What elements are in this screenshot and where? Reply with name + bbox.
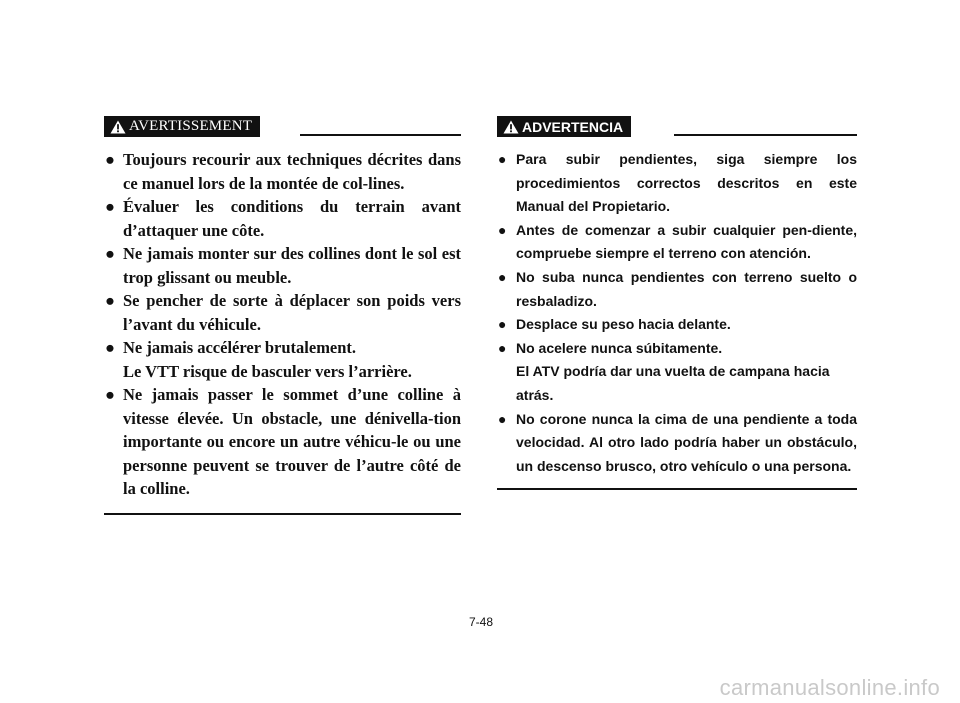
bullet-icon: ●: [498, 316, 507, 333]
spanish-warning-section: [497, 116, 857, 490]
bottom-rule: [104, 513, 461, 515]
warning-item-text: No corone nunca la cima de una pendiente a toda velocidad. Al otro lado podría haber un obstáculo, un descenso brusco, otro vehículo o una persona.: [516, 410, 857, 474]
warning-triangle-icon: [110, 120, 126, 134]
warning-item-text: Évaluer les conditions du terrain avant d’attaquer une côte.: [123, 197, 461, 240]
page-number: 7-48: [468, 615, 494, 629]
warning-item-text: Ne jamais passer le sommet d’une colline à vitesse élevée. Un obstacle, une dénivella-tion importante ou encore un autre véhicu-le ou une personne peuvent se trouver de l’autre côté de la colline.: [123, 385, 461, 498]
warning-item: [497, 219, 857, 266]
french-warning-header: [104, 116, 461, 140]
bullet-icon: ●: [498, 221, 507, 238]
warning-item-text: Se pencher de sorte à déplacer son poids vers l’avant du véhicule.: [123, 291, 461, 334]
bullet-icon: ●: [105, 150, 115, 169]
bottom-rule: [497, 488, 857, 490]
warning-item-text: Toujours recourir aux techniques décrites dans ce manuel lors de la montée de col-lines.: [123, 150, 461, 193]
warning-item: [497, 313, 857, 337]
warning-item-text: Ne jamais monter sur des collines dont le sol est trop glissant ou meuble.: [123, 244, 461, 287]
header-rule: [300, 134, 461, 136]
warning-item-text: No suba nunca pendientes con terreno suelto o resbaladizo.: [516, 268, 857, 309]
french-warning-badge: [104, 116, 260, 137]
spanish-warning-header: [497, 116, 857, 140]
bullet-icon: ●: [105, 385, 115, 404]
warning-item-text: Antes de comenzar a subir cualquier pen-diente, compruebe siempre el terreno con atención.: [516, 221, 857, 262]
warning-item: [497, 337, 857, 408]
spanish-warning-title: ADVERTENCIA: [522, 118, 624, 135]
french-warning-title: AVERTISSEMENT: [129, 118, 253, 134]
warning-item-text: Para subir pendientes, siga siempre los procedimientos correctos descritos en este Manual del Propietario.: [516, 151, 857, 215]
bullet-icon: ●: [498, 151, 507, 167]
warning-triangle-icon: [503, 120, 519, 134]
bullet-icon: ●: [105, 338, 115, 357]
warning-item: [497, 408, 857, 479]
warning-item-text: No acelere nunca súbitamente.: [516, 339, 723, 356]
warning-item-text: Desplace su peso hacia delante.: [516, 316, 731, 333]
warning-item: [104, 289, 461, 336]
bullet-icon: ●: [498, 410, 507, 427]
french-warning-section: [104, 116, 461, 515]
warning-item: [497, 266, 857, 313]
bullet-icon: ●: [498, 339, 507, 356]
warning-item: [104, 383, 461, 501]
spanish-warning-list: [497, 148, 857, 478]
warning-item: [104, 242, 461, 289]
warning-item: [104, 195, 461, 242]
warning-item-text: Ne jamais accélérer brutalement.: [123, 338, 357, 357]
watermark: carmanualsonline.info: [719, 675, 940, 700]
bullet-icon: ●: [105, 197, 115, 216]
bullet-icon: ●: [105, 244, 115, 263]
spanish-warning-badge: [497, 116, 631, 137]
header-rule: [674, 134, 857, 136]
warning-item: [497, 148, 857, 219]
warning-item-subtext: Le VTT risque de basculer vers l’arrière.: [123, 361, 412, 381]
french-warning-list: [104, 148, 461, 501]
warning-item: [104, 148, 461, 195]
bullet-icon: ●: [498, 268, 507, 285]
warning-item-subtext: El ATV podría dar una vuelta de campana hacia atrás.: [516, 363, 830, 403]
warning-item: [104, 336, 461, 383]
bullet-icon: ●: [105, 291, 115, 310]
